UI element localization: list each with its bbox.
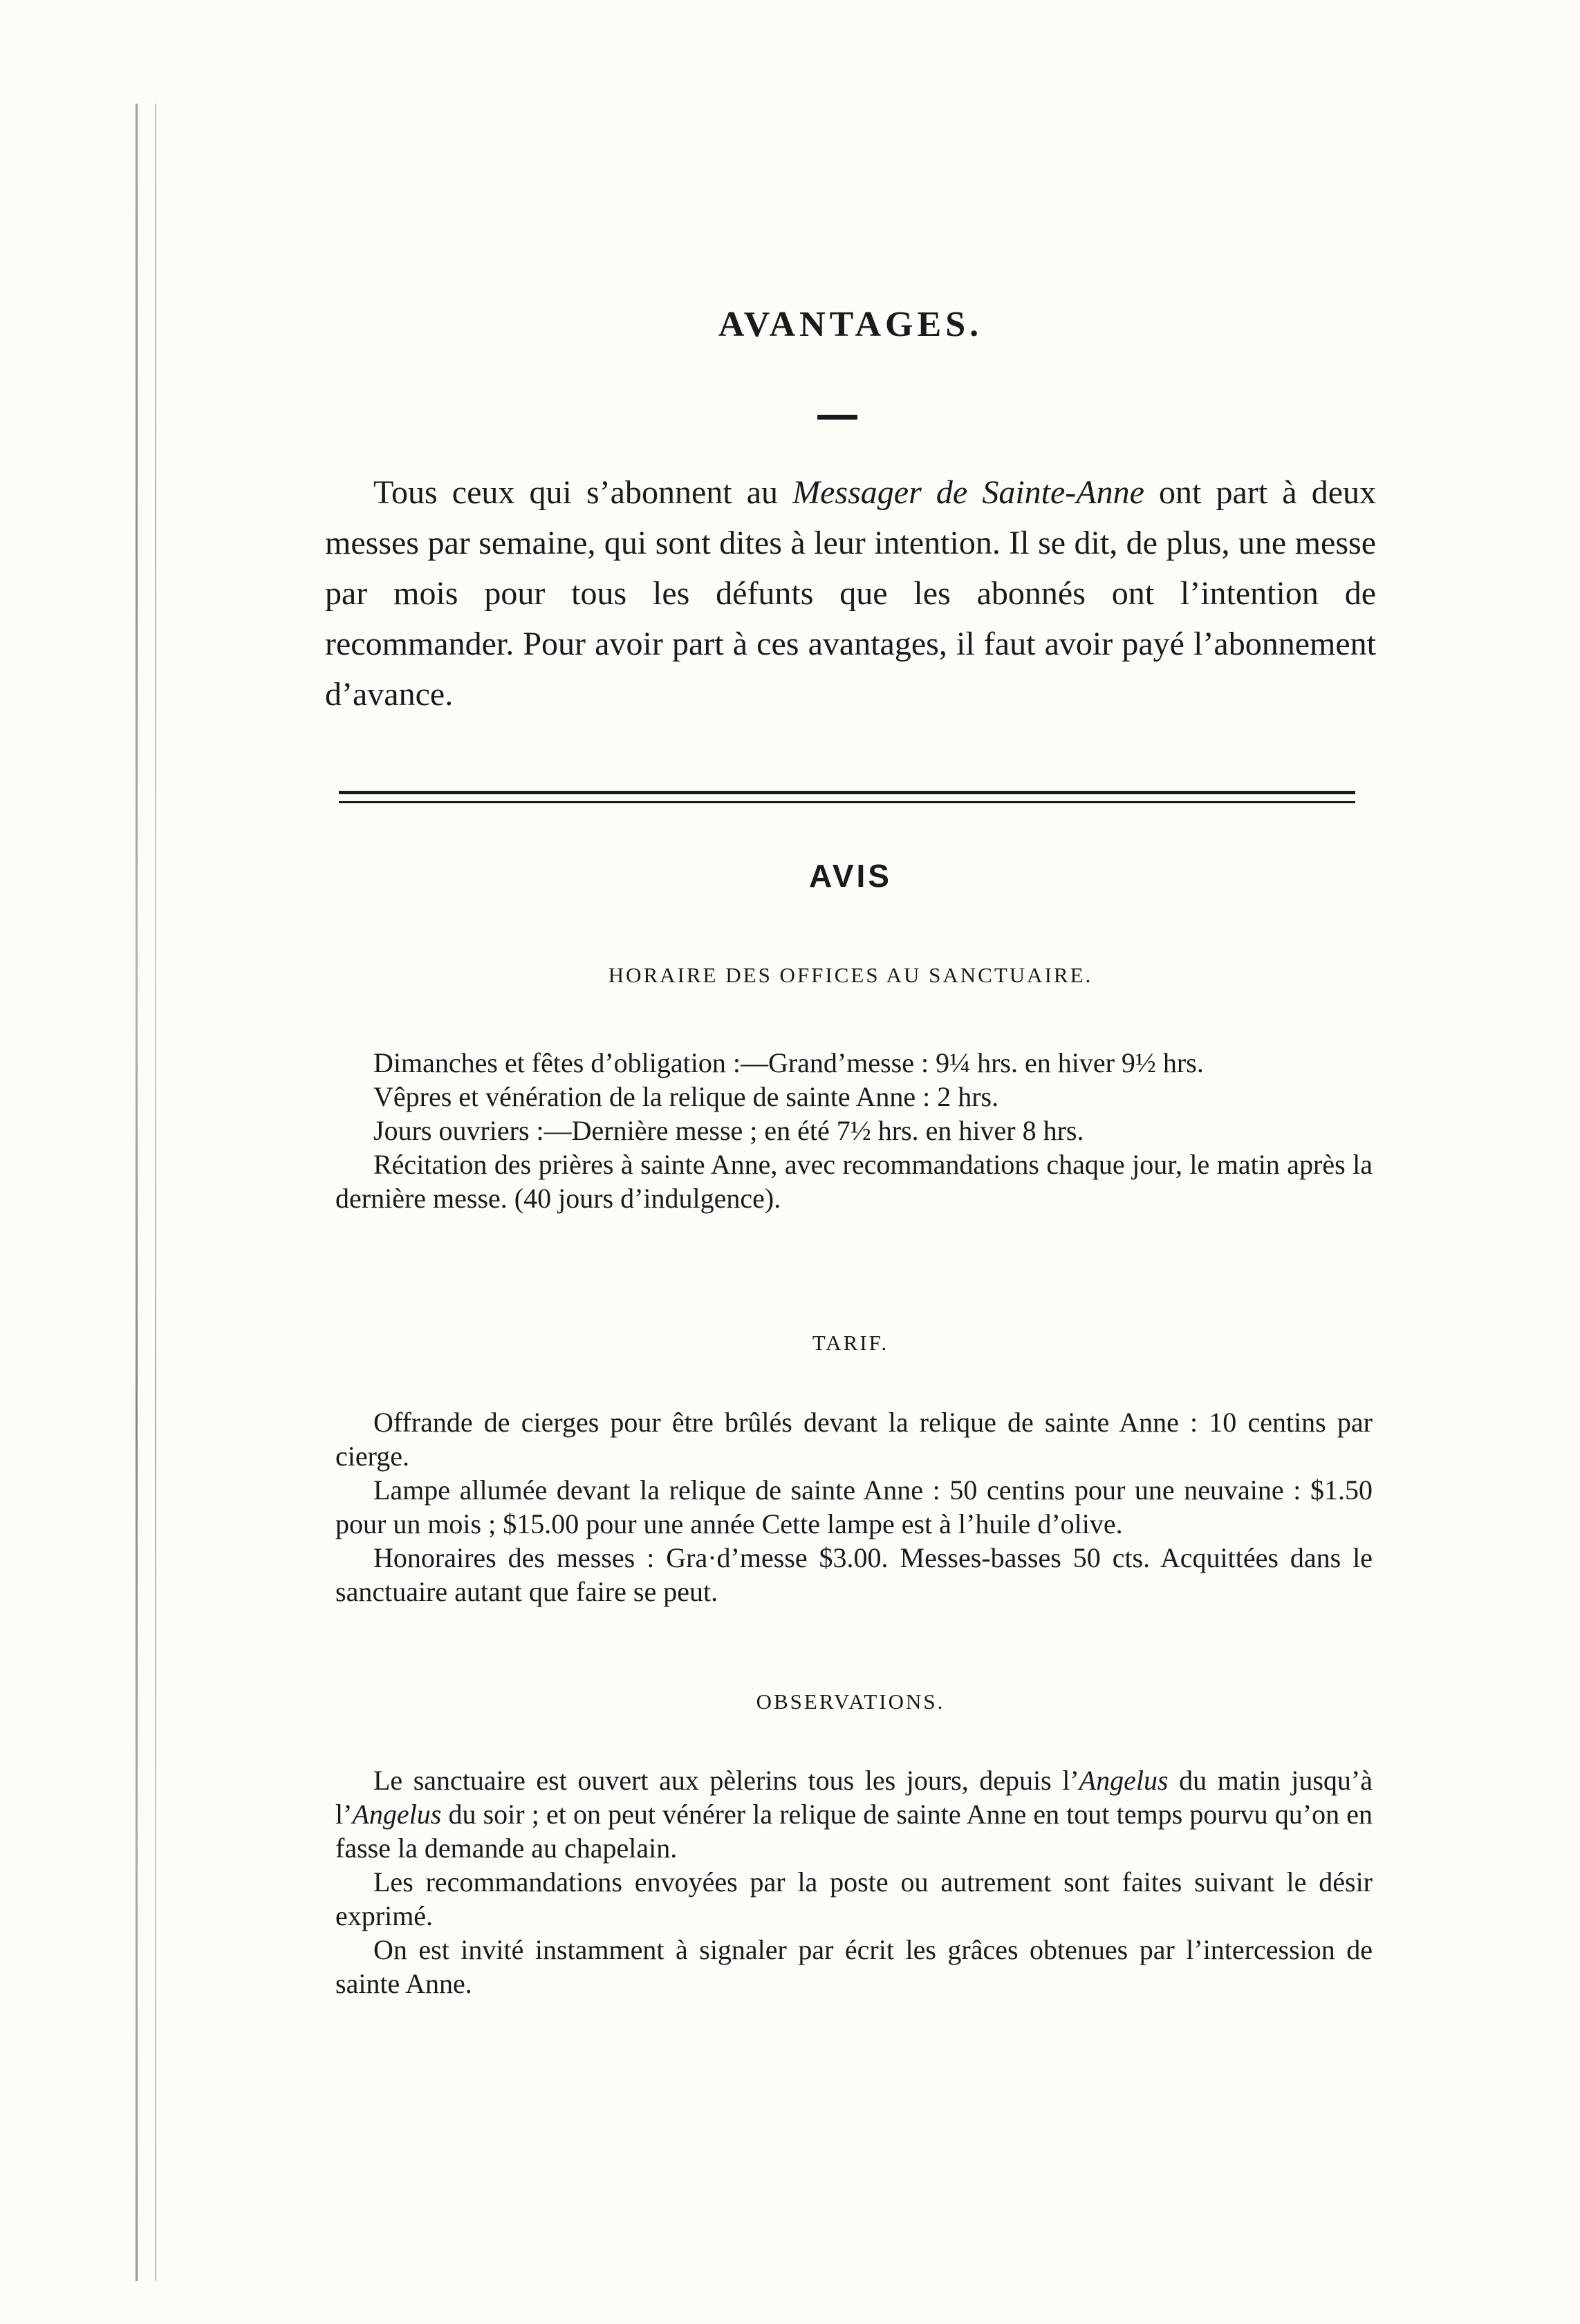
- binding-edge-secondary: [155, 104, 156, 2281]
- horaire-paragraph: Récitation des prières à sainte Anne, avec recommandations chaque jour, le matin après la dernière messe. (40 jours d’indulgence).: [335, 1149, 1373, 1214]
- horaire-paragraph: Dimanches et fêtes d’obligation :—Grand’messe : 9¼ hrs. en hiver 9½ hrs.: [373, 1047, 1204, 1078]
- intro-text-post: ont part à deux messes par semaine, qui sont dites à leur intention. Il se dit, de plus, une messe par mois pour tous les défunts que les abonnés ont l’intention de recommander. Pour avoir part à ces avantages, il faut avoir payé l’abonnement d’avance.: [325, 474, 1376, 713]
- horaire-heading: HORAIRE DES OFFICES AU SANCTUAIRE.: [608, 963, 1093, 987]
- avis-title: AVIS: [809, 858, 892, 894]
- section-divider: [339, 791, 1355, 803]
- observations-paragraph: Les recommandations envoyées par la poste ou autrement sont faites suivant le désir exprimé.: [335, 1866, 1373, 1931]
- tarif-heading: TARIF.: [812, 1331, 889, 1355]
- binding-edge: [136, 104, 138, 2281]
- title-dash: [817, 415, 857, 420]
- observations-paragraph: Le sanctuaire est ouvert aux pèlerins tous les jours, depuis l’Angelus du matin jusqu’à l’Angelus du soir ; et on peut vénérer la relique de sainte Anne en tout temps pourvu qu’on en fasse la demande au chapelain.: [335, 1765, 1373, 1864]
- intro-paragraph: [325, 467, 1376, 720]
- observations-section: [335, 1763, 1373, 2000]
- tarif-paragraph: Offrande de cierges pour être brûlés devant la relique de sainte Anne : 10 centins par cierge.: [335, 1407, 1373, 1472]
- horaire-paragraph: Jours ouvriers :—Dernière messe ; en été 7½ hrs. en hiver 8 hrs.: [373, 1115, 1084, 1146]
- horaire-section: [335, 1046, 1373, 1215]
- intro-publication-title: Messager de Sainte-Anne: [792, 474, 1144, 511]
- tarif-paragraph: Honoraires des messes : Gra·d’messe $3.00. Messes-basses 50 cts. Acquittées dans le sanctuaire autant que faire se peut.: [335, 1542, 1373, 1607]
- page-title: AVANTAGES.: [718, 305, 983, 344]
- tarif-paragraph: Lampe allumée devant la relique de sainte Anne : 50 centins pour une neuvaine : $1.50 pour un mois ; $15.00 pour une année Cette lampe est à l’huile d’olive.: [335, 1474, 1373, 1539]
- observations-paragraph: On est invité instamment à signaler par écrit les grâces obtenues par l’intercession de sainte Anne.: [335, 1934, 1373, 1999]
- intro-text-pre: Tous ceux qui s’abonnent au: [373, 474, 793, 511]
- observations-heading: OBSERVATIONS.: [756, 1689, 945, 1714]
- tarif-section: [335, 1405, 1373, 1609]
- horaire-paragraph: Vêpres et vénération de la relique de sainte Anne : 2 hrs.: [373, 1081, 999, 1112]
